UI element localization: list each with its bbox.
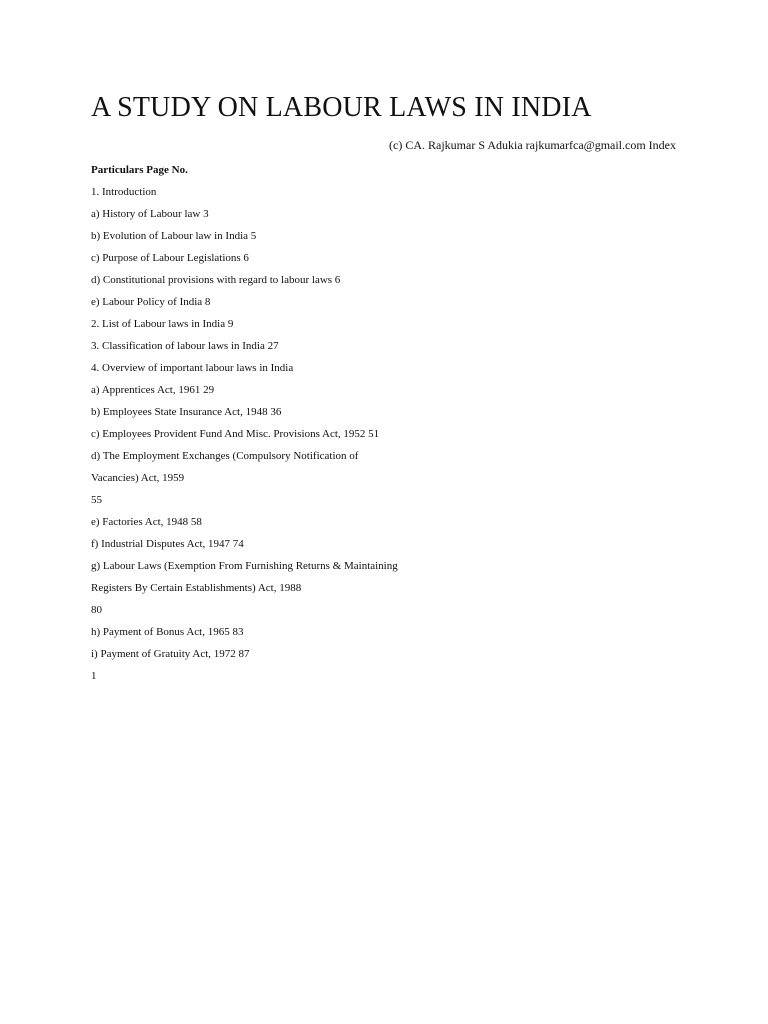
toc-list xyxy=(91,184,691,690)
toc-line: a) History of Labour law 3 xyxy=(91,208,209,220)
toc-line: Vacancies) Act, 1959 xyxy=(91,472,185,484)
toc-line: 4. Overview of important labour laws in India xyxy=(91,362,294,374)
toc-line: h) Payment of Bonus Act, 1965 83 xyxy=(91,626,244,638)
toc-line: 55 xyxy=(91,494,102,506)
toc-line: i) Payment of Gratuity Act, 1972 87 xyxy=(91,648,250,660)
toc-line: c) Employees Provident Fund And Misc. Provisions Act, 1952 51 xyxy=(91,428,380,440)
toc-line: Registers By Certain Establishments) Act, 1988 xyxy=(91,582,302,594)
table-of-contents xyxy=(91,162,691,690)
toc-line: g) Labour Laws (Exemption From Furnishing Returns & Maintaining xyxy=(91,560,398,572)
toc-line: 2. List of Labour laws in India 9 xyxy=(91,318,234,330)
document-title: A STUDY ON LABOUR LAWS IN INDIA xyxy=(91,92,592,123)
author-byline: (c) CA. Rajkumar S Adukia rajkumarfca@gmail.com Index xyxy=(389,138,676,152)
toc-line: b) Employees State Insurance Act, 1948 36 xyxy=(91,406,282,418)
toc-line: d) Constitutional provisions with regard to labour laws 6 xyxy=(91,274,341,286)
toc-line: e) Labour Policy of India 8 xyxy=(91,296,211,308)
toc-line: a) Apprentices Act, 1961 29 xyxy=(91,384,215,396)
toc-line: c) Purpose of Labour Legislations 6 xyxy=(91,252,249,264)
toc-line: f) Industrial Disputes Act, 1947 74 xyxy=(91,538,244,550)
toc-line: 80 xyxy=(91,604,102,616)
toc-line: 1. Introduction xyxy=(91,186,157,198)
toc-line: b) Evolution of Labour law in India 5 xyxy=(91,230,257,242)
toc-line: e) Factories Act, 1948 58 xyxy=(91,516,202,528)
toc-heading: Particulars Page No. xyxy=(91,164,188,176)
toc-line: d) The Employment Exchanges (Compulsory Notification of xyxy=(91,450,359,462)
toc-line: 3. Classification of labour laws in India 27 xyxy=(91,340,279,352)
page-number: 1 xyxy=(91,670,97,682)
